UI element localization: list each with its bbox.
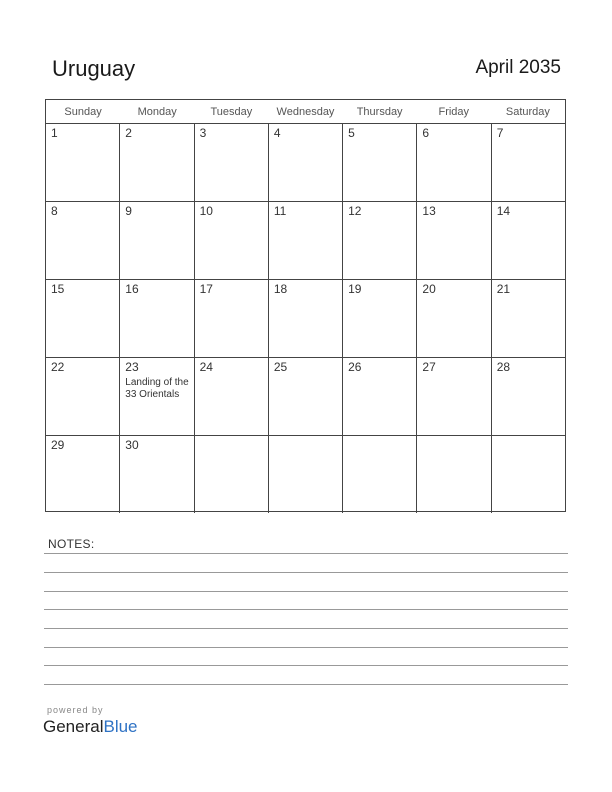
day-number: 21 [496, 282, 511, 296]
day-cell[interactable] [195, 124, 269, 201]
day-number: 7 [496, 126, 504, 140]
weekday-wednesday: Wednesday [276, 106, 335, 118]
day-cell[interactable] [120, 358, 194, 435]
day-number: 2 [125, 126, 132, 140]
day-number: 4 [273, 126, 281, 140]
day-cell[interactable] [46, 436, 120, 513]
day-number: 22 [51, 360, 65, 374]
day-cell[interactable] [120, 280, 194, 357]
day-number: 10 [199, 204, 213, 218]
note-line [44, 591, 568, 592]
weekday-sunday: Sunday [64, 106, 102, 118]
day-cell[interactable] [195, 202, 269, 279]
day-number: 8 [51, 204, 58, 218]
note-line [44, 628, 568, 629]
day-number: 3 [199, 126, 207, 140]
day-cell[interactable] [492, 280, 565, 357]
weeks-container [46, 124, 565, 511]
day-number: 14 [496, 204, 511, 218]
brand-blue-text: Blue [103, 717, 138, 736]
day-number: 16 [125, 282, 139, 296]
day-cell[interactable] [417, 358, 491, 435]
day-number: 26 [348, 360, 362, 374]
day-cell[interactable] [492, 358, 565, 435]
week-row [46, 202, 565, 280]
day-cell[interactable] [46, 358, 120, 435]
day-number: 18 [273, 282, 288, 296]
day-cell[interactable] [269, 358, 343, 435]
note-line [44, 572, 568, 573]
day-cell[interactable] [269, 436, 343, 513]
day-number: 24 [199, 360, 213, 374]
day-cell[interactable] [417, 280, 491, 357]
note-line [44, 665, 568, 666]
day-cell[interactable] [195, 280, 269, 357]
weekday-saturday: Saturday [505, 106, 550, 118]
note-line [44, 553, 568, 554]
day-number: 20 [422, 282, 436, 296]
holiday-event: Landing of the 33 Orientals [125, 377, 189, 400]
day-cell[interactable] [343, 124, 417, 201]
day-number: 13 [422, 204, 436, 218]
day-cell[interactable] [269, 202, 343, 279]
day-cell[interactable] [46, 280, 120, 357]
country-title: Uruguay [52, 56, 136, 81]
day-number: 11 [273, 204, 287, 218]
day-cell[interactable] [120, 436, 194, 513]
calendar-grid [45, 99, 566, 512]
day-cell[interactable] [343, 280, 417, 357]
note-line [44, 647, 568, 648]
day-cell[interactable] [343, 436, 417, 513]
week-row [46, 436, 565, 513]
day-cell[interactable] [120, 202, 194, 279]
note-line [44, 684, 568, 685]
day-cell[interactable] [417, 202, 491, 279]
day-number: 19 [348, 282, 362, 296]
day-cell[interactable] [195, 436, 269, 513]
week-row [46, 358, 565, 436]
day-number: 5 [348, 126, 355, 140]
day-cell[interactable] [417, 124, 491, 201]
weekday-monday: Monday [137, 106, 177, 118]
week-row [46, 124, 565, 202]
day-number: 6 [422, 126, 430, 140]
day-cell[interactable] [195, 358, 269, 435]
day-cell[interactable] [492, 436, 565, 513]
month-year-title: April 2035 [475, 57, 561, 78]
day-number: 27 [422, 360, 436, 374]
day-cell[interactable] [492, 202, 565, 279]
day-number: 9 [125, 204, 132, 218]
day-cell[interactable] [269, 124, 343, 201]
day-number: 12 [348, 204, 362, 218]
note-line [44, 609, 568, 610]
weekday-thursday: Thursday [356, 106, 403, 118]
day-cell[interactable] [120, 124, 194, 201]
day-cell[interactable] [343, 358, 417, 435]
day-cell[interactable] [269, 280, 343, 357]
powered-by-label: powered by [47, 705, 104, 715]
day-number: 23 [125, 360, 139, 374]
day-number: 15 [51, 282, 65, 296]
day-cell[interactable] [492, 124, 565, 201]
day-cell[interactable] [417, 436, 491, 513]
day-cell[interactable] [46, 124, 120, 201]
day-cell[interactable] [343, 202, 417, 279]
day-number: 29 [51, 438, 65, 452]
weekday-tuesday: Tuesday [210, 106, 253, 118]
day-number: 30 [125, 438, 139, 452]
weekday-header-row [46, 100, 565, 124]
day-number: 17 [199, 282, 213, 296]
weekday-friday: Friday [438, 106, 470, 118]
brand-general-text: General [43, 717, 104, 736]
notes-label: NOTES: [48, 537, 95, 551]
day-cell[interactable] [46, 202, 120, 279]
day-number: 25 [273, 360, 288, 374]
day-number: 1 [51, 126, 58, 140]
brand-logo[interactable] [43, 717, 138, 737]
week-row [46, 280, 565, 358]
day-number: 28 [496, 360, 511, 374]
